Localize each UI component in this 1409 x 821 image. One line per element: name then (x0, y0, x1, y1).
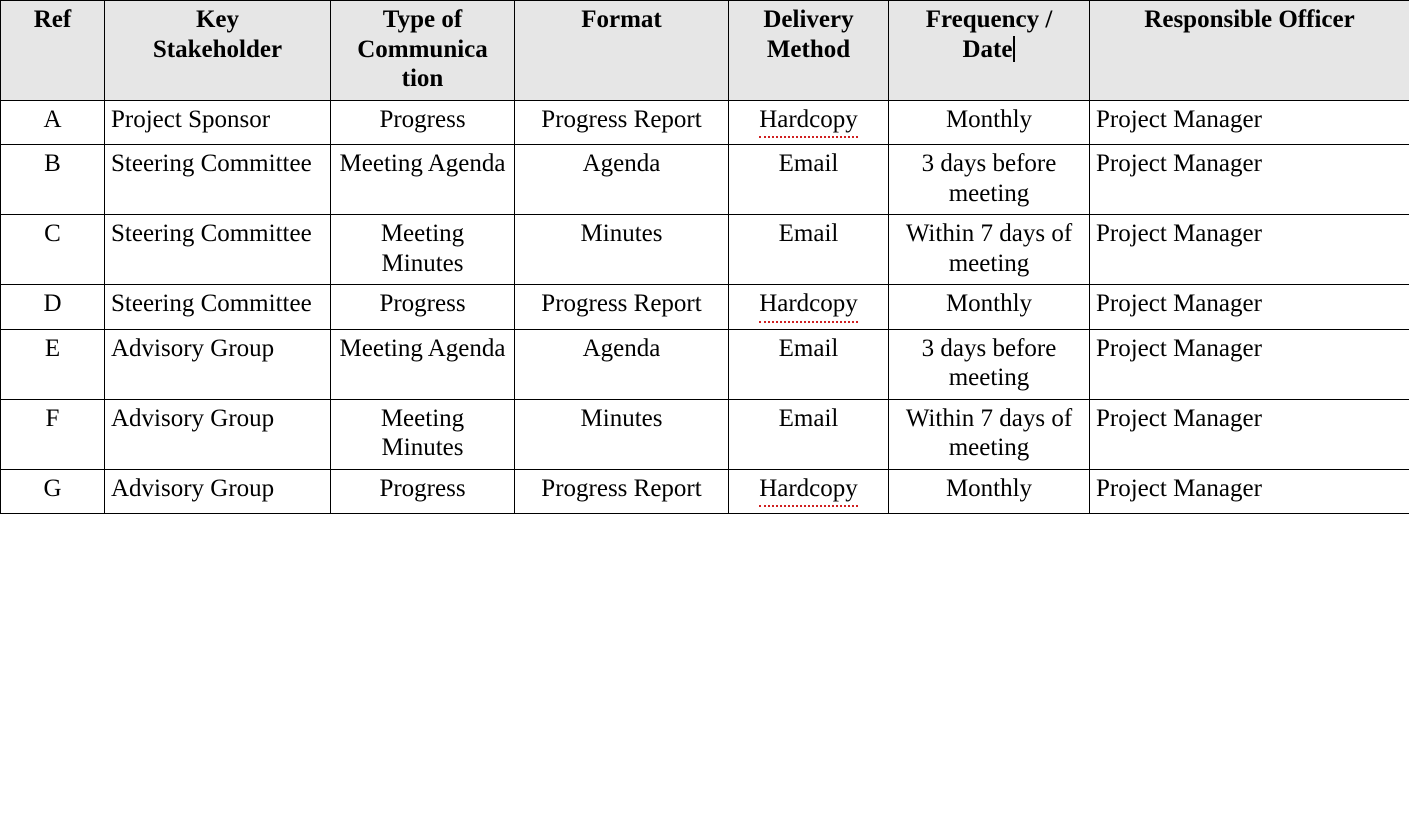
header-line: Method (766, 35, 851, 63)
header-line: Communica (357, 35, 488, 63)
cell-ref: A (1, 100, 105, 145)
header-line: Format (581, 6, 662, 33)
column-header-responsible-officer[interactable] (1090, 1, 1409, 101)
header-line: Key (195, 6, 240, 33)
cell-type: Meeting Minutes (331, 399, 515, 469)
table-row[interactable] (1, 329, 1409, 399)
column-header-ref[interactable] (1, 1, 105, 101)
cell-officer: Project Manager (1090, 329, 1409, 399)
cell-frequency: Monthly (889, 469, 1090, 514)
cell-format: Minutes (515, 215, 729, 285)
cell-officer: Project Manager (1090, 100, 1409, 145)
header-line: Type of (382, 6, 463, 33)
cell-format: Minutes (515, 399, 729, 469)
cell-type: Meeting Agenda (331, 329, 515, 399)
cell-type: Meeting Agenda (331, 145, 515, 215)
cell-stakeholder: Steering Committee (105, 215, 331, 285)
table-row[interactable] (1, 469, 1409, 514)
cell-stakeholder: Steering Committee (105, 285, 331, 330)
cell-delivery: Email (729, 145, 889, 215)
column-header-delivery-method[interactable] (729, 1, 889, 101)
cell-officer: Project Manager (1090, 285, 1409, 330)
cell-type: Progress (331, 469, 515, 514)
cell-frequency: Monthly (889, 100, 1090, 145)
cell-ref: D (1, 285, 105, 330)
cell-delivery (729, 285, 889, 330)
header-line (895, 35, 1083, 65)
cell-ref: B (1, 145, 105, 215)
cell-ref: F (1, 399, 105, 469)
cell-type: Progress (331, 100, 515, 145)
cell-type: Meeting Minutes (331, 215, 515, 285)
cell-format: Progress Report (515, 285, 729, 330)
table-row[interactable] (1, 215, 1409, 285)
cell-frequency: Within 7 days of meeting (889, 399, 1090, 469)
table-body (1, 100, 1409, 514)
cell-ref: G (1, 469, 105, 514)
header-line: tion (401, 65, 444, 92)
misspelled-word: Hardcopy (759, 474, 858, 508)
cell-officer: Project Manager (1090, 215, 1409, 285)
cell-frequency: 3 days before meeting (889, 329, 1090, 399)
header-line: Frequency / (925, 6, 1053, 33)
header-line: Ref (33, 6, 72, 33)
column-header-frequency-date[interactable] (889, 1, 1090, 101)
cell-delivery (729, 469, 889, 514)
table-header-row (1, 1, 1409, 101)
cell-officer: Project Manager (1090, 469, 1409, 514)
cell-format: Agenda (515, 329, 729, 399)
cell-stakeholder: Project Sponsor (105, 100, 331, 145)
misspelled-word: Hardcopy (759, 289, 858, 323)
cell-format: Progress Report (515, 469, 729, 514)
cell-frequency: Within 7 days of meeting (889, 215, 1090, 285)
header-line: Responsible Officer (1144, 6, 1355, 33)
table-row[interactable] (1, 399, 1409, 469)
cell-delivery: Email (729, 399, 889, 469)
column-header-format[interactable] (515, 1, 729, 101)
cell-stakeholder: Advisory Group (105, 399, 331, 469)
cell-stakeholder: Advisory Group (105, 469, 331, 514)
column-header-key-stakeholder[interactable] (105, 1, 331, 101)
cell-ref: C (1, 215, 105, 285)
cell-format: Agenda (515, 145, 729, 215)
cell-delivery: Email (729, 215, 889, 285)
table-row[interactable] (1, 285, 1409, 330)
cell-format: Progress Report (515, 100, 729, 145)
cell-officer: Project Manager (1090, 145, 1409, 215)
cell-stakeholder: Steering Committee (105, 145, 331, 215)
cell-officer: Project Manager (1090, 399, 1409, 469)
text-caret (1013, 36, 1015, 62)
cell-frequency: 3 days before meeting (889, 145, 1090, 215)
cell-delivery: Email (729, 329, 889, 399)
misspelled-word: Hardcopy (759, 105, 858, 139)
table-row[interactable] (1, 145, 1409, 215)
cell-ref: E (1, 329, 105, 399)
header-line: Stakeholder (152, 35, 283, 63)
column-header-type-of-communication[interactable] (331, 1, 515, 101)
header-line: Delivery (763, 6, 854, 33)
header-line-text: Date (962, 35, 1013, 63)
cell-stakeholder: Advisory Group (105, 329, 331, 399)
cell-delivery (729, 100, 889, 145)
cell-type: Progress (331, 285, 515, 330)
table-row[interactable] (1, 100, 1409, 145)
cell-frequency: Monthly (889, 285, 1090, 330)
